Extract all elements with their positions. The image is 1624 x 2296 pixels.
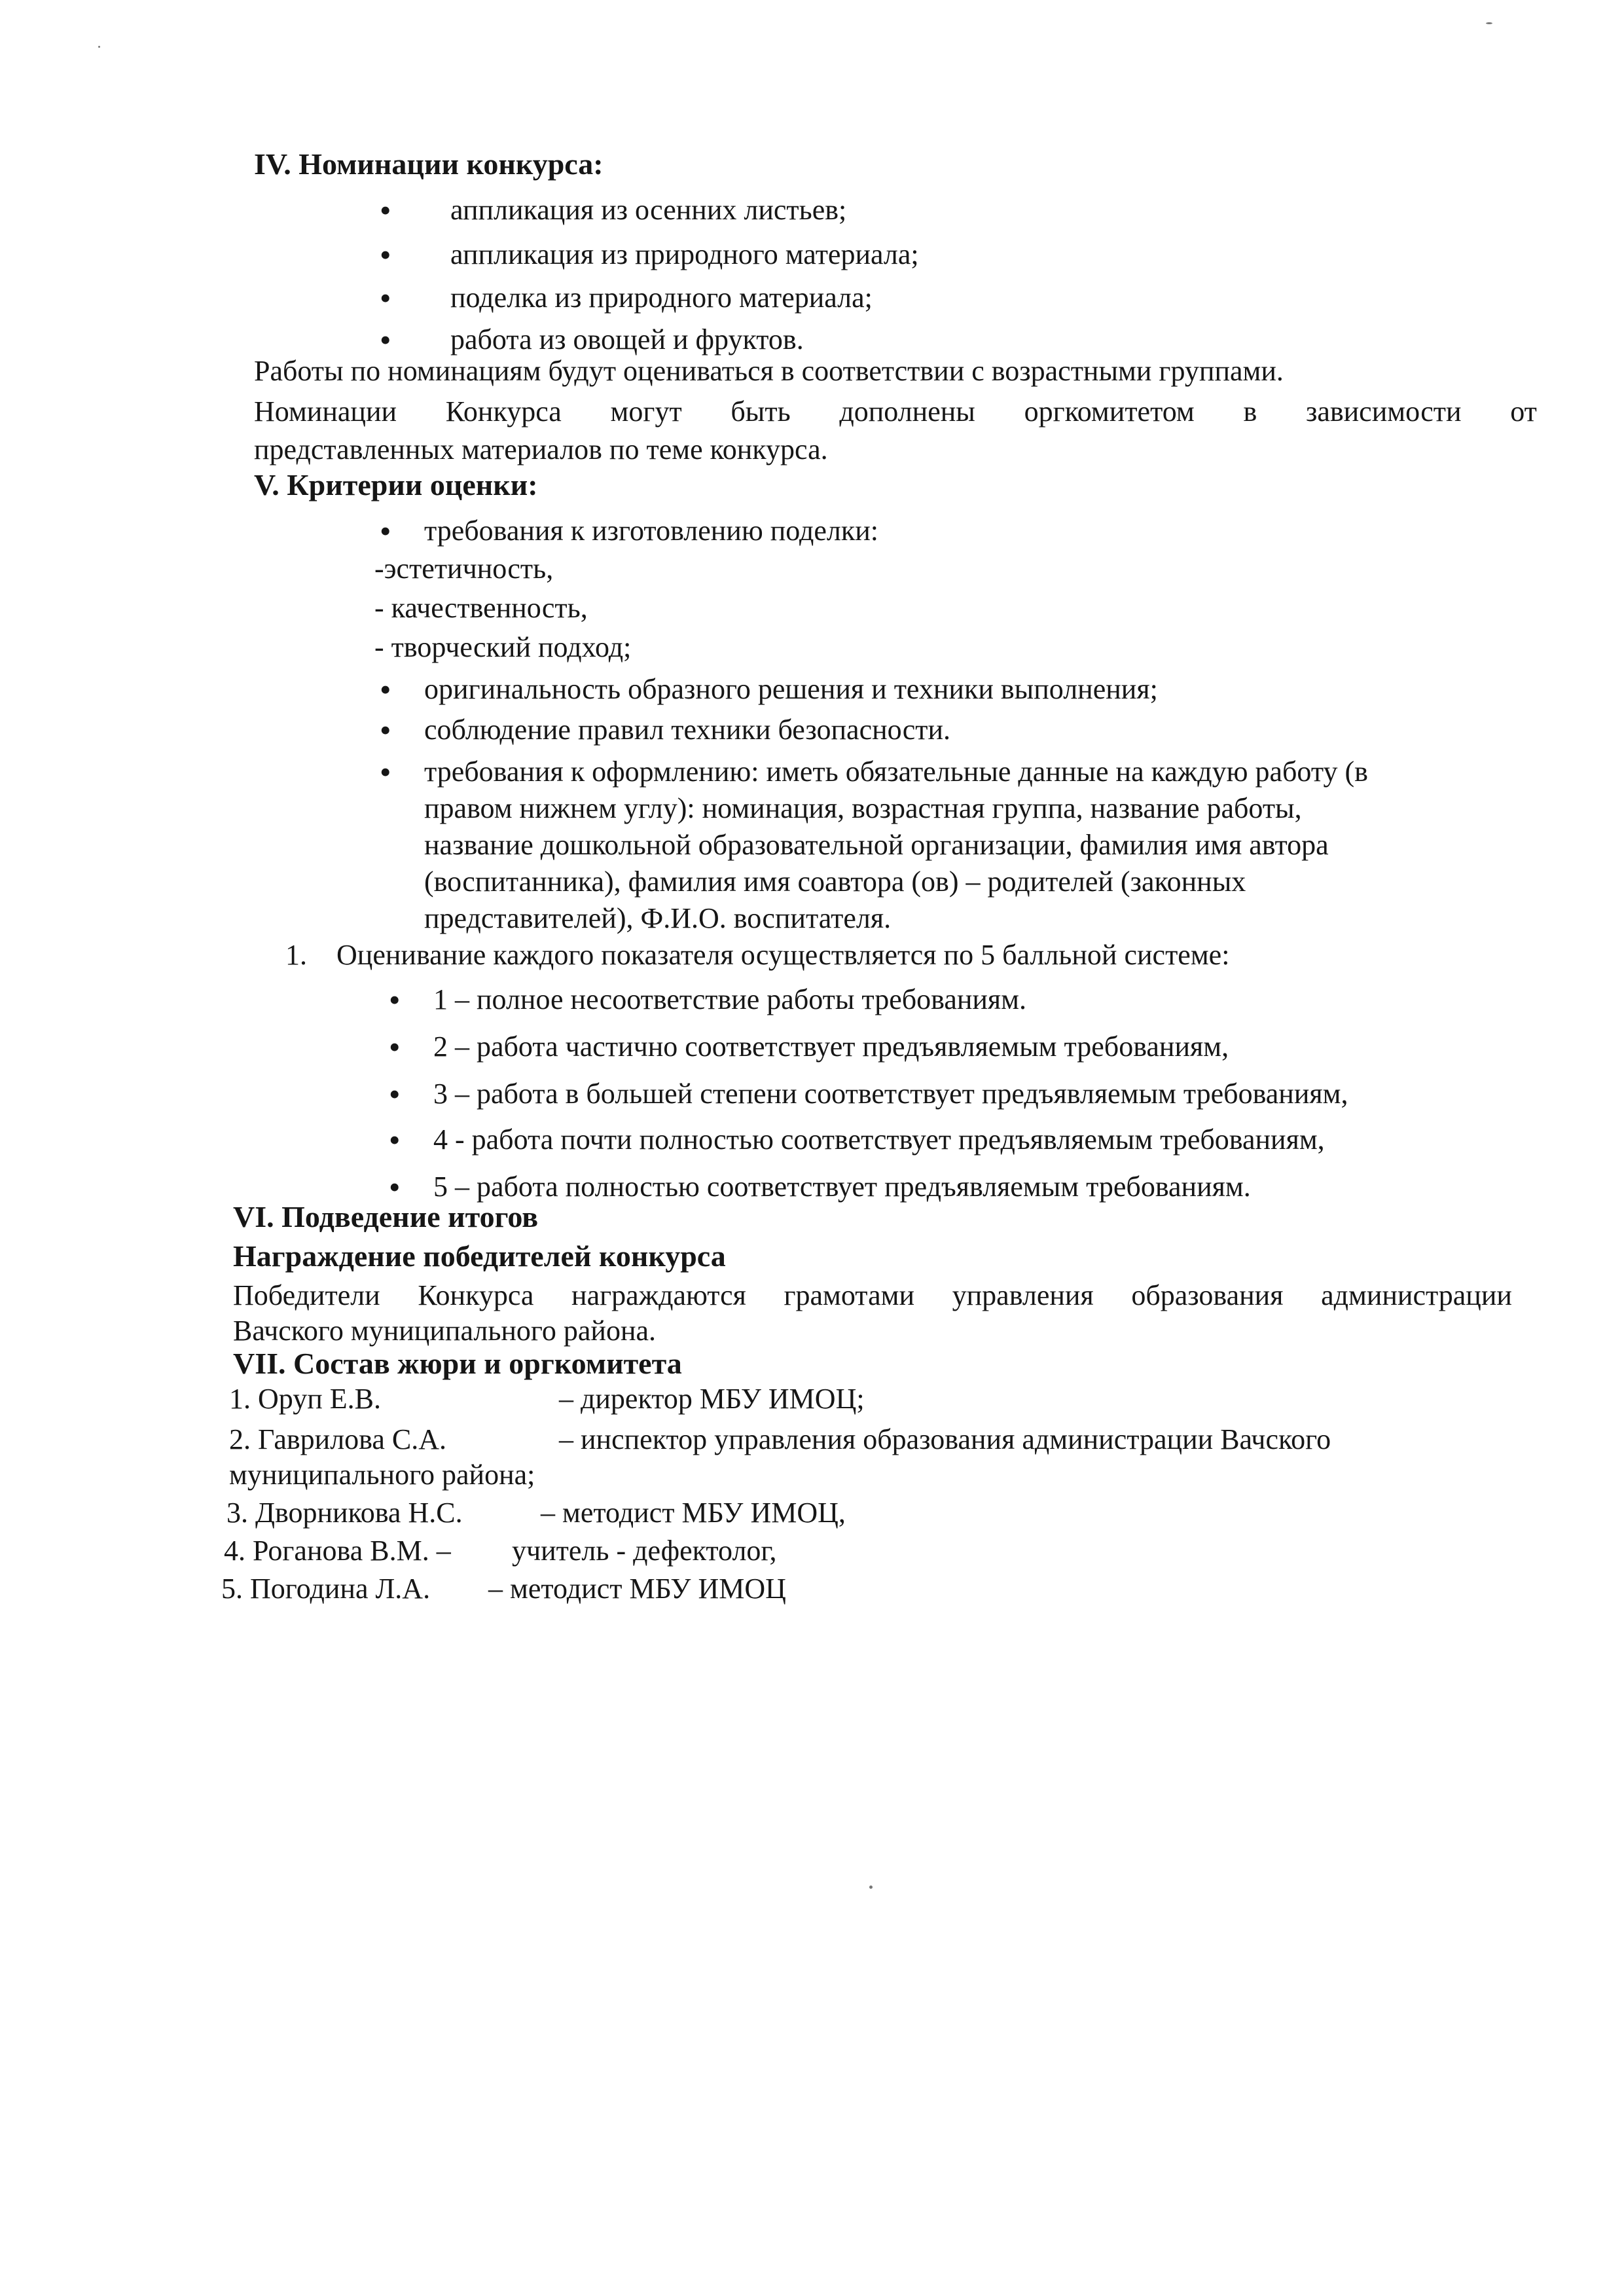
member-role: – директор МБУ ИМОЦ; (559, 1383, 865, 1415)
section-6-paragraph-line-2: Вачского муниципального района. (233, 1315, 657, 1347)
word: дополнены (839, 395, 975, 428)
criteria-subitem: -эстетичность, (374, 553, 554, 585)
section-4-paragraph-1: Работы по номинациям будут оцениваться в соответствии с возрастными группами. (254, 355, 1284, 387)
member-name: 5. Погодина Л.А. (221, 1573, 431, 1605)
word: образования (1131, 1279, 1284, 1311)
member-name: 2. Гаврилова С.А. (229, 1423, 446, 1455)
criteria-subitem: - творческий подход; (374, 631, 632, 663)
word: могут (610, 395, 682, 428)
nomination-item: • поделка из природного материала; (450, 279, 873, 317)
scan-speck (98, 46, 100, 48)
nomination-item: • работа из овощей и фруктов. (450, 321, 804, 359)
criteria-item-continuation: название дошкольной образовательной организации, фамилия имя автора (424, 829, 1329, 861)
criteria-subitem: - качественность, (374, 592, 588, 624)
section-6-title: VI. Подведение итогов (233, 1200, 539, 1233)
criteria-item-continuation: (воспитанника), фамилия имя соавтора (ов) – родителей (законных (424, 866, 1246, 898)
member-name: 3. Дворникова Н.С. (226, 1497, 463, 1529)
member-role: – инспектор управления образования администрации Вачского (559, 1423, 1331, 1455)
score-item: • 2 – работа частично соответствует предъявляемым требованиям, (433, 1028, 1229, 1066)
section-7-title: VII. Состав жюри и оргкомитета (233, 1347, 682, 1380)
word: Номинации (254, 395, 397, 428)
nomination-item: • аппликация из осенних листьев; (450, 191, 846, 229)
word: оргкомитетом (1024, 395, 1195, 428)
criteria-item: • соблюдение правил техники безопасности. (424, 711, 950, 749)
score-item: • 1 – полное несоответствие работы требованиям. (433, 981, 1026, 1019)
member-row (229, 1421, 1331, 1459)
criteria-item: • требования к оформлению: иметь обязательные данные на каждую работу (в (424, 753, 1368, 791)
section-4-title: IV. Номинации конкурса: (254, 147, 604, 181)
score-item: • 5 – работа полностью соответствует предъявляемым требованиям. (433, 1168, 1251, 1206)
section-4-paragraph-2-line-1 (254, 393, 1537, 431)
criteria-item: • требования к изготовлению поделки: (424, 512, 878, 550)
word: управления (952, 1279, 1094, 1311)
section-4-paragraph-2-line-2: представленных материалов по теме конкурса. (254, 433, 828, 465)
word: от (1510, 395, 1537, 428)
criteria-item-continuation: правом нижнем углу): номинация, возрастная группа, название работы, (424, 792, 1302, 824)
member-name: 4. Роганова В.М. – (224, 1535, 451, 1567)
word: зависимости (1305, 395, 1462, 428)
word: в (1243, 395, 1257, 428)
member-name: 1. Оруп Е.В. (229, 1383, 381, 1415)
nomination-item: • аппликация из природного материала; (450, 236, 919, 274)
word: Победители (233, 1279, 380, 1311)
member-role: – методист МБУ ИМОЦ (488, 1573, 786, 1605)
word: быть (731, 395, 791, 428)
member-row (229, 1380, 865, 1418)
numbered-marker: 1. (285, 939, 307, 971)
criteria-item: • оригинальность образного решения и техники выполнения; (424, 670, 1158, 708)
scan-speck (1486, 22, 1492, 24)
criteria-item-continuation: представителей), Ф.И.О. воспитателя. (424, 902, 892, 934)
numbered-item: Оценивание каждого показателя осуществляется по 5 балльной системе: (336, 939, 1230, 971)
section-6-paragraph-line-1 (233, 1277, 1512, 1315)
section-5-title: V. Критерии оценки: (254, 468, 538, 501)
score-item: • 3 – работа в большей степени соответствует предъявляемым требованиям, (433, 1075, 1348, 1113)
score-item: • 4 - работа почти полностью соответствует предъявляемым требованиям, (433, 1121, 1325, 1159)
word: Конкурса (418, 1279, 534, 1311)
member-row (224, 1532, 777, 1570)
member-role: – методист МБУ ИМОЦ, (541, 1497, 846, 1529)
member-row (226, 1494, 846, 1532)
word: Конкурса (445, 395, 562, 428)
member-role-continuation: муниципального района; (229, 1459, 535, 1491)
scan-speck (869, 1886, 873, 1889)
word: грамотами (784, 1279, 914, 1311)
section-6-subtitle: Награждение победителей конкурса (233, 1239, 726, 1273)
word: администрации (1321, 1279, 1512, 1311)
member-role: учитель - дефектолог, (512, 1535, 777, 1567)
member-row (221, 1570, 786, 1608)
word: награждаются (571, 1279, 746, 1311)
